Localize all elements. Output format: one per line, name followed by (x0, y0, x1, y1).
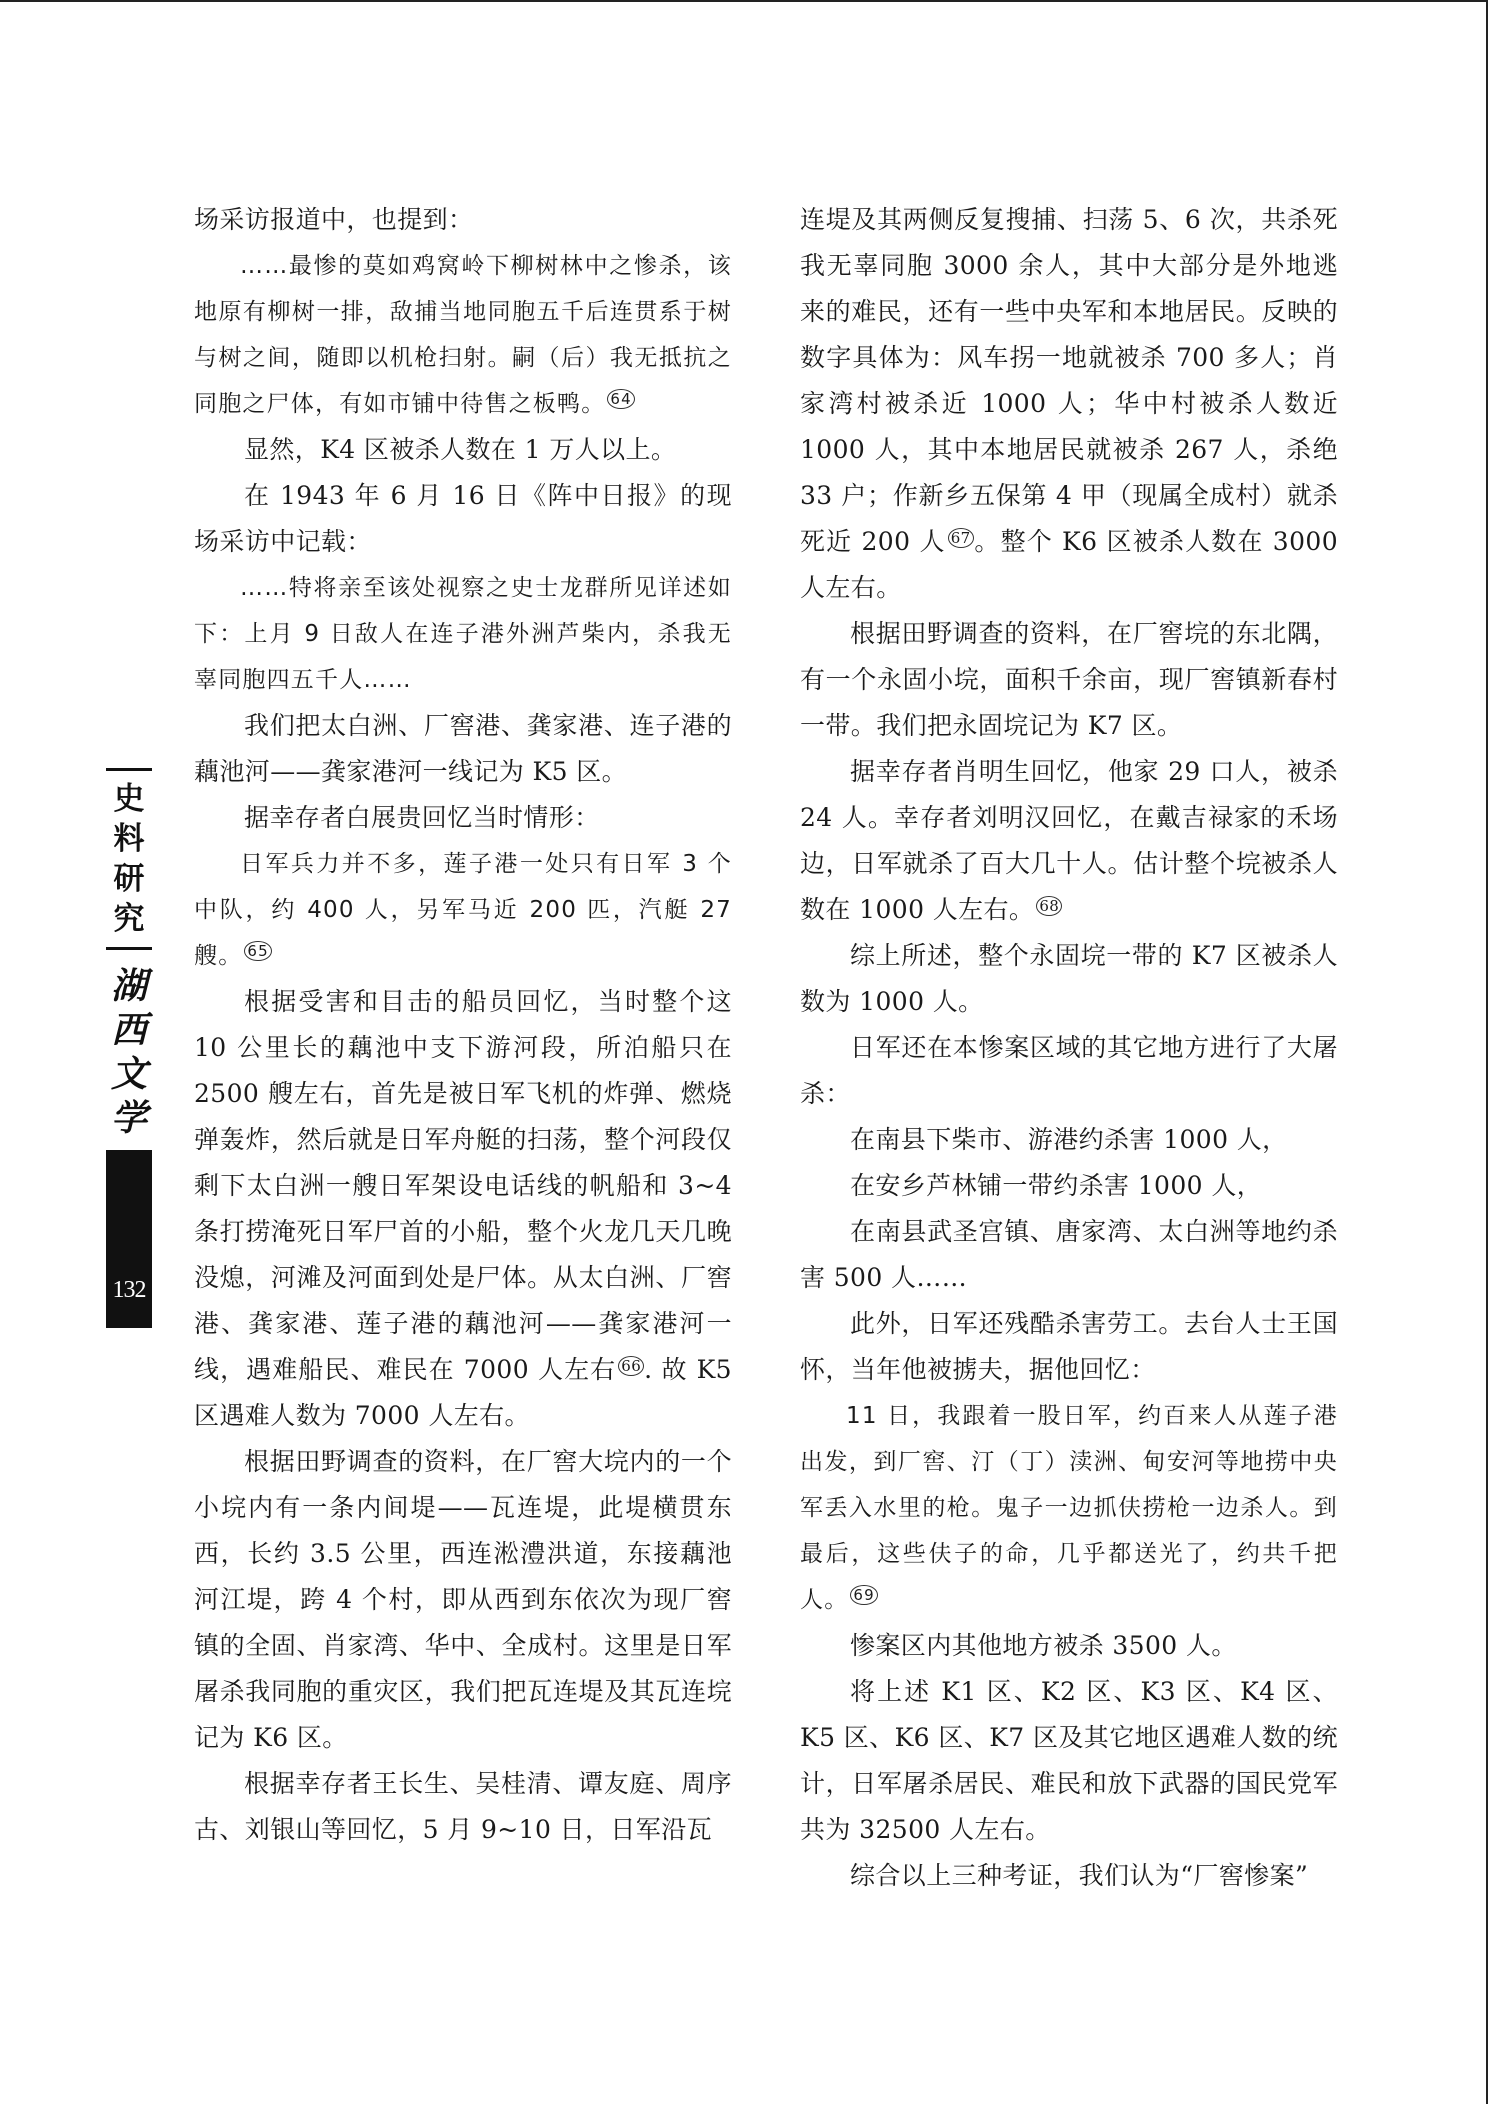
paragraph-text: 根据幸存者王长生、吴桂清、谭友庭、周序古、刘银山等回忆，5 月 9~10 日，日军沿瓦 (194, 1769, 732, 1844)
paragraph (800, 1669, 1338, 1853)
paragraph-text: 在南县武圣宫镇、唐家湾、太白洲等地约杀害 500 人…… (800, 1217, 1338, 1292)
paragraph-text: 惨案区内其他地方被杀 3500 人。 (850, 1631, 1237, 1660)
paragraph-text: 在安乡芦林铺一带约杀害 1000 人， (850, 1171, 1263, 1200)
paragraph (194, 1761, 732, 1853)
paragraph (800, 749, 1338, 933)
paragraph (800, 1117, 1338, 1163)
paragraph (194, 197, 732, 243)
journal-logo (106, 964, 152, 1140)
paragraph-text: 场采访报道中，也提到： (194, 205, 474, 234)
right-column (800, 197, 1338, 1899)
paragraph (800, 1209, 1338, 1301)
paragraph (800, 197, 1338, 611)
running-head-rule (106, 768, 152, 771)
paragraph (800, 933, 1338, 1025)
paragraph (800, 1623, 1338, 1669)
running-head-rule (106, 947, 152, 950)
paragraph-text: ……最惨的莫如鸡窝岭下柳树林中之惨杀，该地原有柳树一排，敌捕当地同胞五千后连贯系于树与树之间，随即以机枪扫射。嗣（后）我无抵抗之同胞之尸体，有如市铺中待售之板鸭。 (194, 253, 732, 417)
paragraph-text: 综合以上三种考证，我们认为“厂窖惨案” (850, 1861, 1309, 1890)
paragraph (800, 1163, 1338, 1209)
paragraph-text: 连堤及其两侧反复搜捕、扫荡 5、6 次，共杀死我无辜同胞 3000 余人，其中大部分是外地逃来的难民，还有一些中央军和本地居民。反映的数字具体为：风车拐一地就被杀 700 多人；肖家湾村被杀近 1000 人；华中村被杀人数近 1000 人，其中本地居民就被杀 267 人，杀绝 33 户；作新乡五保第 4 甲（现属全成村）就杀死近 200 人 (800, 205, 1338, 556)
paragraph-text: 将上述 K1 区、K2 区、K3 区、K4 区、K5 区、K6 区、K7 区及其它地区遇难人数的统计，日军屠杀居民、难民和放下武器的国民党军共为 32500 人左右。 (800, 1677, 1338, 1844)
section-char: 究 (113, 901, 145, 937)
paragraph-text: 根据受害和目击的船员回忆，当时整个这 10 公里长的藕池中支下游河段，所泊船只在 2500 艘左右，首先是被日军飞机的炸弹、燃烧弹轰炸，然后就是日军舟艇的扫荡，整个河段仅剩下太白洲一艘日军架设电话线的帆船和 3~4 条打捞淹死日军尸首的小船，整个火龙几天几晚没熄，河滩及河面到处是尸体。从太白洲、厂窖港、龚家港、莲子港的藕池河——龚家港河一线，遇难船民、难民在 7000 人左右 (194, 987, 732, 1384)
journal-char: 学 (110, 1097, 147, 1139)
paragraph-text: 综上所述，整个永固垸一带的 K7 区被杀人数为 1000 人。 (800, 941, 1338, 1016)
section-char: 料 (113, 821, 145, 857)
paragraph (194, 473, 732, 565)
footnote-marker: 65 (244, 941, 272, 961)
paragraph-text: 据幸存者白展贵回忆当时情形： (244, 803, 600, 832)
paragraph-text: 在南县下柴市、游港约杀害 1000 人， (850, 1125, 1288, 1154)
paragraph (800, 1301, 1338, 1393)
paragraph-text: 11 日，我跟着一股日军，约百来人从莲子港出发，到厂窖、汀（丁）渎洲、甸安河等地捞中央军丢入水里的枪。鬼子一边抓伕捞枪一边杀人。到最后，这些伕子的命，几乎都送光了，约共千把人。 (800, 1403, 1338, 1613)
top-border (0, 0, 1488, 2)
paragraph (194, 703, 732, 795)
footnote-marker: 69 (850, 1585, 878, 1605)
paragraph (194, 243, 732, 427)
footnote-marker: 67 (948, 528, 974, 548)
paragraph (194, 565, 732, 703)
paragraph (800, 1393, 1338, 1623)
journal-char: 文 (110, 1053, 147, 1095)
paragraph-text: 根据田野调查的资料，在厂窖垸的东北隅，有一个永固小垸，面积千余亩，现厂窖镇新春村一带。我们把永固垸记为 K7 区。 (800, 619, 1338, 740)
footnote-marker: 64 (607, 389, 635, 409)
journal-char: 西 (110, 1009, 147, 1051)
section-char: 研 (113, 861, 145, 897)
page-number: 132 (112, 1277, 146, 1303)
paragraph-text: . 故 K5 区遇难人数为 7000 人左右。 (194, 1355, 732, 1430)
paragraph-text: 我们把太白洲、厂窖港、龚家港、连子港的藕池河——龚家港河一线记为 K5 区。 (194, 711, 732, 786)
paragraph-text: 根据田野调查的资料，在厂窖大垸内的一个小垸内有一条内间堤——瓦连堤，此堤横贯东西，长约 3.5 公里，西连淞澧洪道，东接藕池河江堤，跨 4 个村，即从西到东依次为现厂窖镇的全固、肖家湾、华中、全成村。这里是日军屠杀我同胞的重灾区，我们把瓦连堤及其瓦连垸记为 K6 区。 (194, 1447, 732, 1752)
footnote-marker: 66 (618, 1356, 644, 1376)
paragraph (800, 611, 1338, 749)
paragraph (194, 1439, 732, 1761)
paragraph-text: 日军还在本惨案区域的其它地方进行了大屠杀： (800, 1033, 1338, 1108)
paragraph-text: 此外，日军还残酷杀害劳工。去台人士王国怀，当年他被掳夫，据他回忆： (800, 1309, 1338, 1384)
section-title (106, 779, 152, 939)
paragraph-text: ……特将亲至该处视察之史士龙群所见详述如下：上月 9 日敌人在连子港外洲芦柴内，杀我无辜同胞四五千人…… (194, 575, 732, 693)
paragraph (194, 795, 732, 841)
left-column (194, 197, 732, 1853)
paragraph (194, 427, 732, 473)
footnote-marker: 68 (1036, 896, 1062, 916)
paragraph-text: 。整个 K6 区被杀人数在 3000 人左右。 (800, 527, 1339, 602)
paragraph (800, 1025, 1338, 1117)
paragraph-text: 在 1943 年 6 月 16 日《阵中日报》的现场采访中记载： (194, 481, 732, 556)
paragraph (194, 979, 732, 1439)
section-char: 史 (113, 781, 145, 817)
paragraph-text: 据幸存者肖明生回忆，他家 29 口人，被杀 24 人。幸存者刘明汉回忆，在戴吉禄家的禾场边，日军就杀了百大几十人。估计整个垸被杀人数在 1000 人左右。 (800, 757, 1338, 924)
journal-char: 湖 (110, 965, 147, 1007)
paragraph-text: 日军兵力并不多，莲子港一处只有日军 3 个中队，约 400 人，另军马近 200 匹，汽艇 27 艘。 (194, 851, 732, 969)
page-number-block (106, 1150, 152, 1328)
running-head (106, 768, 152, 1328)
paragraph (194, 841, 732, 979)
paragraph-text: 显然，K4 区被杀人数在 1 万人以上。 (244, 435, 677, 464)
paragraph (800, 1853, 1338, 1899)
